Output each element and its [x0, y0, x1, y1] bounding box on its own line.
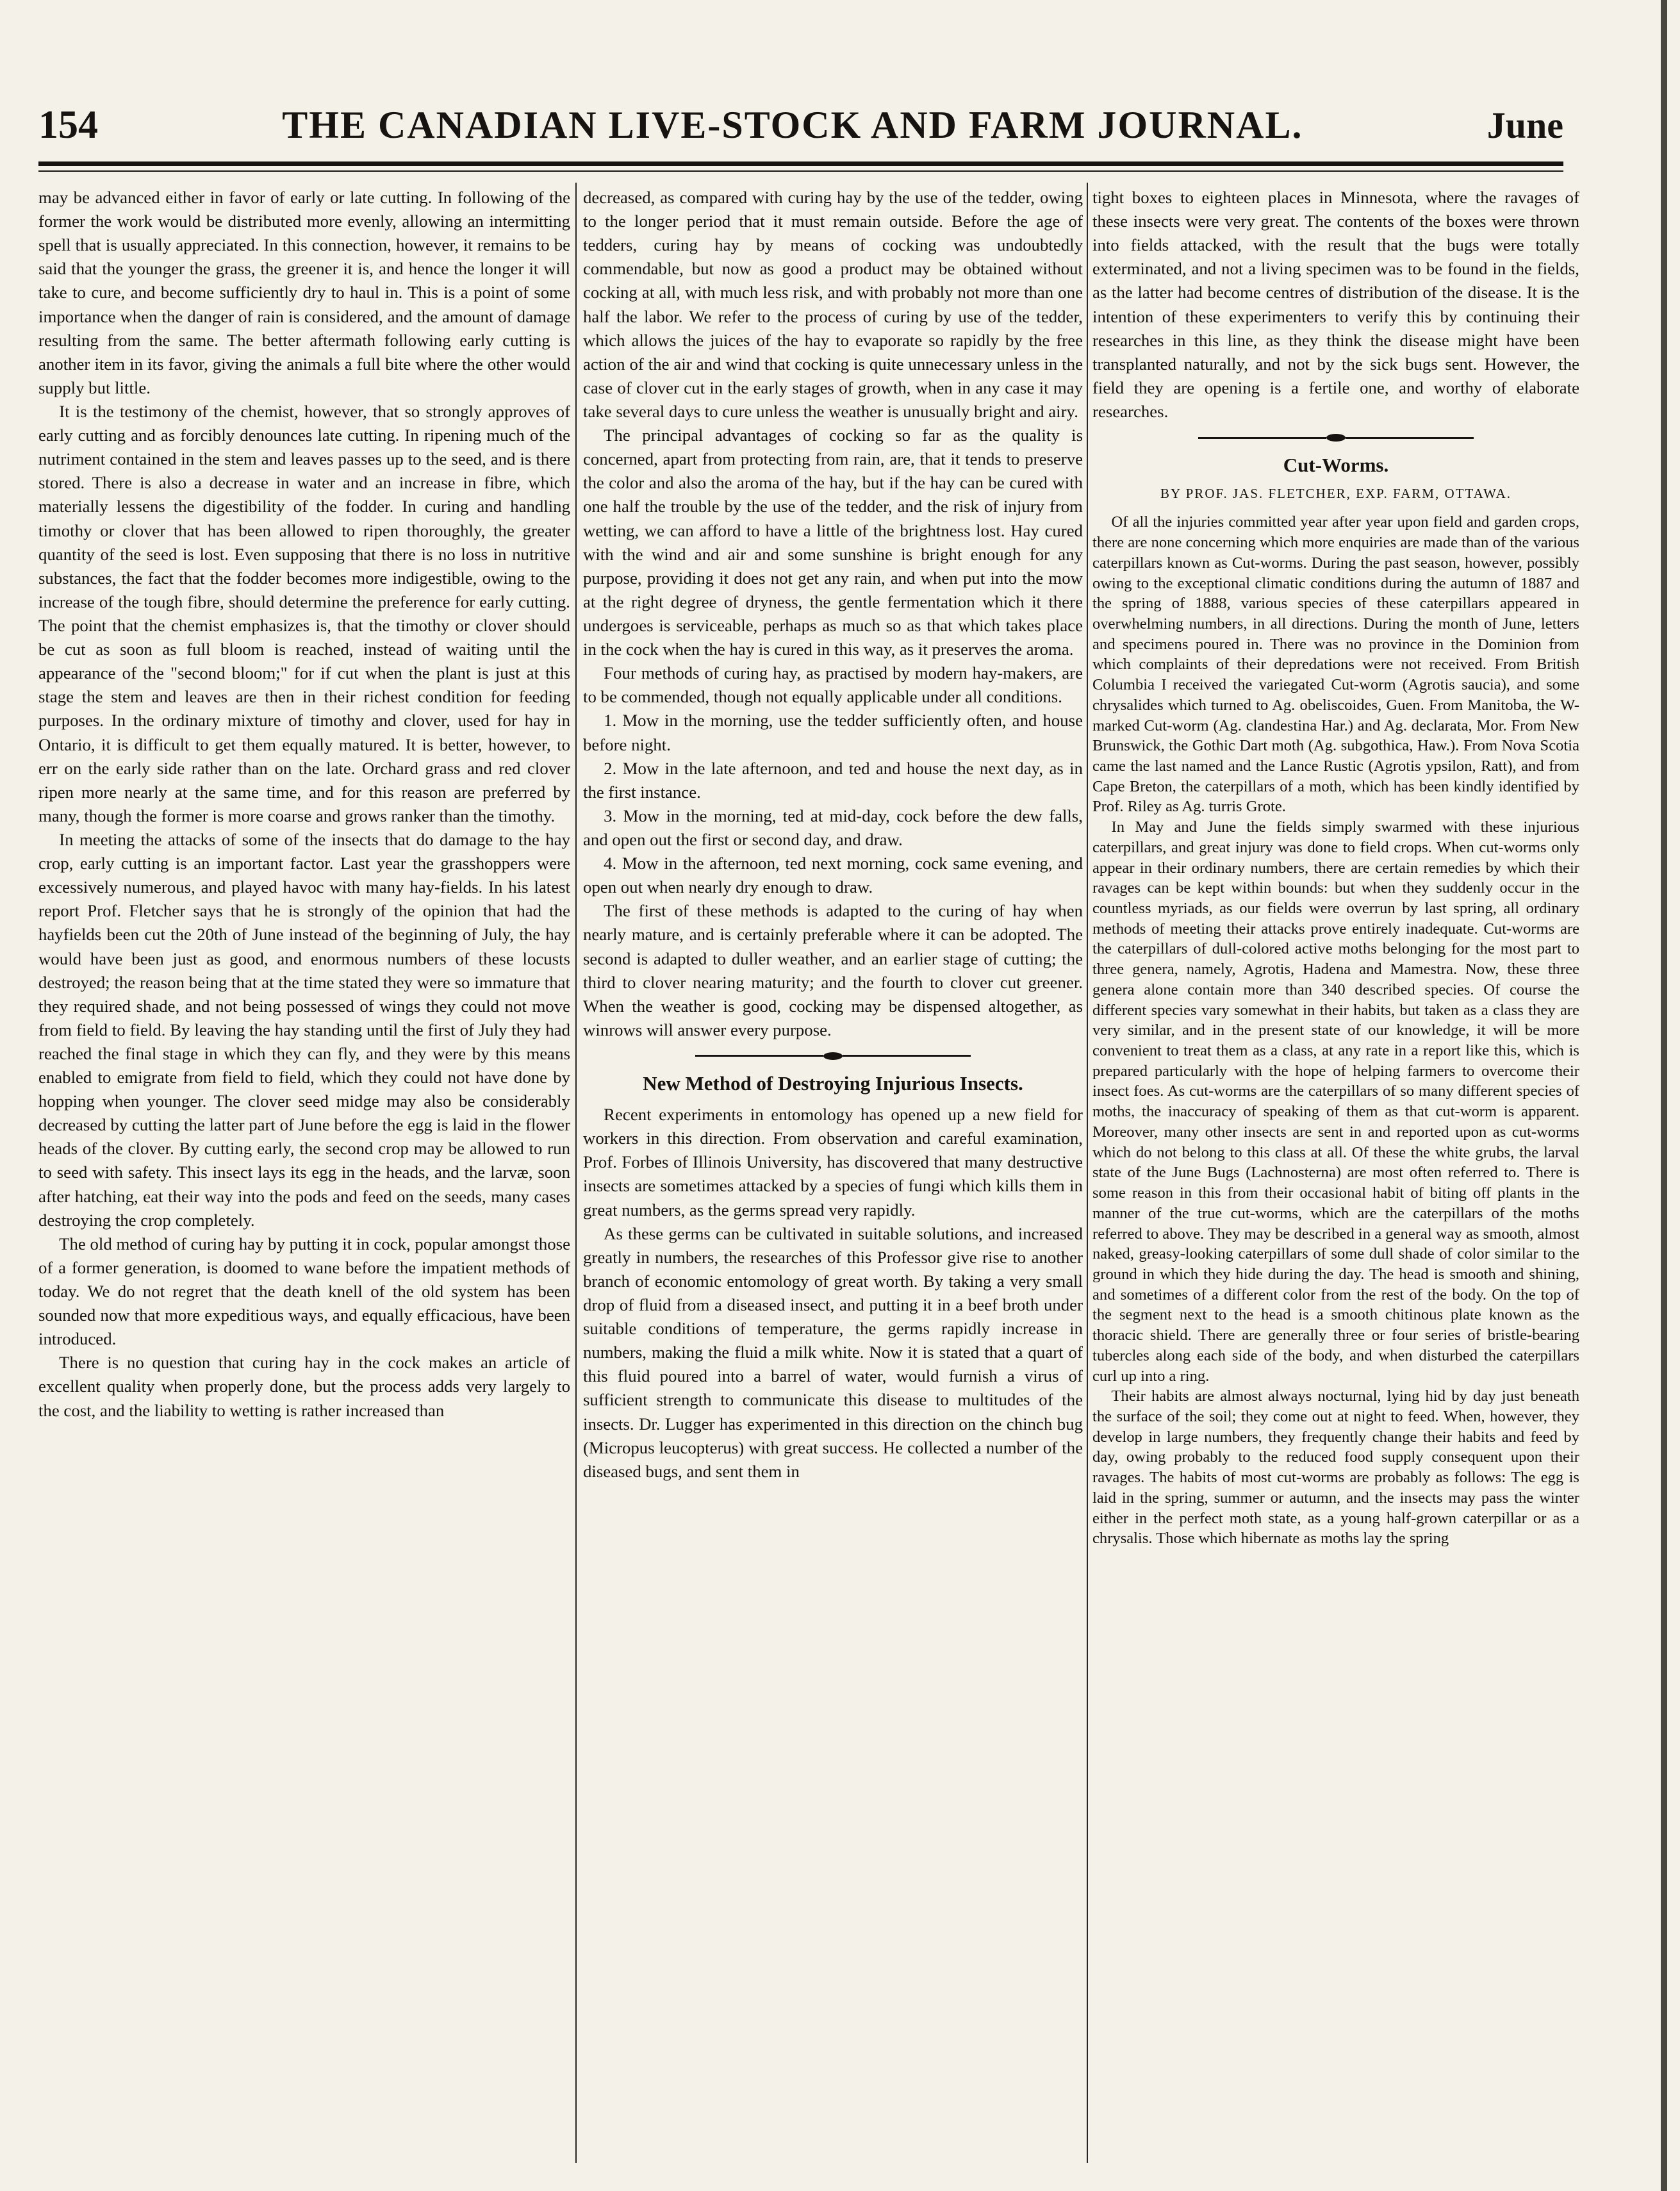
column-3: [1092, 186, 1579, 2166]
issue-month: June: [1486, 104, 1563, 146]
paragraph: In May and June the fields simply swarmed with these injurious caterpillars, and great injury was done to field crops. When cut-worms only appear in their ordinary numbers, there are certain remedies by which their ravages can be kept within bounds: but when they suddenly occur in the countless myriads, as our fields were overrun by last spring, all ordinary methods of meeting their attacks prove entirely inadequate. Cut-worms are the caterpillars of dull-colored active moths belonging for the most part to three genera, namely, Agrotis, Hadena and Mamestra. Now, these three genera alone contain more than 340 described species. Of course the different species vary somewhat in their habits, but taken as a class they are very similar, and in the present state of our knowledge, it will be more convenient to treat them as a class, at any rate in a report like this, which is prepared particularly with the hope of helping farmers to overcome their insect foes. As cut-worms are the caterpillars of so many different species of moths, the inaccuracy of speaking of them as that cut-worm is apparent. Moreover, many other insects are sent in and reported upon as cut-worms which do not belong to this class at all. Of these the white grubs, the larval state of the June Bugs (Lachnosterna) are most often referred to. There is some reason in this from their occasional habit of biting off plants in the manner of the true cut-worms, which are the caterpillars of the moths referred to above. They may be described in a general way as smooth, almost naked, greasy-looking caterpillars of some dull shade of color similar to the ground in which they hide during the day. The head is smooth and shining, and sometimes of a different color from the rest of the body. On the top of the segment next to the head is a smooth chitinous plate known as the thoracic shield. There are generally three or four series of bristle-bearing tubercles along each side of the body, and when disturbed the caterpillars curl up into a ring.: [1092, 818, 1579, 1385]
masthead: [38, 103, 1563, 164]
page-number: 154: [38, 103, 98, 147]
paragraph: Recent experiments in entomology has opened up a new field for workers in this direction. From observation and careful examination, Prof. Forbes of Illinois University, has discovered that many destructive insects are sometimes attacked by a species of fungi which kills them in great numbers, as the germs spread very rapidly.: [583, 1105, 1083, 1220]
method-item: 4. Mow in the afternoon, ted next morning, cock same evening, and open out when nearly dry enough to draw.: [583, 854, 1083, 897]
page-edge-shadow: [1661, 0, 1667, 2191]
column-divider: [1087, 183, 1088, 2163]
paragraph: The principal advantages of cocking so far as the quality is concerned, apart from protecting from rain, are, that it tends to preserve the color and also the aroma of the hay, but if the hay can be cured with one half the trouble by the use of the tedder, and the risk of injury from wetting, we can afford to have a little of the brightness lost. Hay cured with the wind and air and some sunshine is bright enough for any purpose, providing it does not get any rain, and when put into the mow at the right degree of dryness, the gentle fermentation which it there undergoes is serviceable, perhaps as much so as that which takes place in the cock when the hay is cured in this way, as it preserves the aroma.: [583, 426, 1083, 659]
paragraph: decreased, as compared with curing hay by the use of the tedder, owing to the longer period that it must remain outside. Before the age of tedders, curing hay by means of cocking was undoubtedly commendable, but now as good a product may be obtained without cocking at all, with much less risk, and with probably not more than one half the labor. We refer to the process of curing by use of the tedder, which allows the juices of the hay to evaporate so rapidly by the free action of the air and wind that cocking is quite unnecessary unless in the case of clover cut in the early stages of growth, when in any case it may take several days to cure unless the weather is unusually bright and airy.: [583, 188, 1083, 421]
byline: BY PROF. JAS. FLETCHER, EXP. FARM, OTTAWA.: [1160, 486, 1512, 502]
paragraph: The first of these methods is adapted to the curing of hay when nearly mature, and is certainly preferable where it can be adopted. The second is adapted to duller weather, and an earlier stage of cutting; the third to clover nearing maturity; and the fourth to clover cut greener. When the weather is good, cocking may be dispensed altogether, as winrows will answer every purpose.: [583, 901, 1083, 1039]
method-item: 3. Mow in the morning, ted at mid-day, cock before the dew falls, and open out the first or second day, and draw.: [583, 806, 1083, 849]
method-item: 1. Mow in the morning, use the tedder sufficiently often, and house before night.: [583, 711, 1083, 754]
paragraph: There is no question that curing hay in the cock makes an article of excellent quality when properly done, but the process adds very largely to the cost, and the liability to wetting is rather increased than: [38, 1353, 570, 1420]
section-separator: [583, 1052, 1083, 1060]
column-1: [38, 186, 570, 2166]
paragraph: The old method of curing hay by putting it in cock, popular amongst those of a former generation, is doomed to wane before the impatient methods of today. We do not regret that the death knell of the old system has been sounded now that more expeditious ways, and equally efficacious, have been introduced.: [38, 1234, 570, 1349]
paragraph: It is the testimony of the chemist, however, that so strongly approves of early cutting and as forcibly denounces late cutting. In ripening much of the nutriment contained in the stem and leaves passes up to the seed, and is there stored. There is also a decrease in water and an increase in fibre, which materially lessens the digestibility of the fodder. In curing and handling timothy or clover that has been allowed to ripen thoroughly, the greater quantity of the seed is lost. Even supposing that there is no loss in nutritive substances, the fact that the fodder becomes more indigestible, owing to the increase of the tough fibre, should determine the preference for early cutting. The point that the chemist emphasizes is, that the timothy or clover should be cut as soon as full bloom is reached, instead of waiting until the appearance of the "second bloom;" for if cut when the plant is just at this stage the stem and leaves are then in their richest condition for feeding purposes. In the ordinary mixture of timothy and clover, used for hay in Ontario, it is difficult to get them equally matured. It is better, however, to err on the early side rather than on the late. Orchard grass and red clover ripen more nearly at the same time, and for this reason are preferred by many, though the former is more coarse and grows ranker than the timothy.: [38, 401, 570, 825]
method-item: 2. Mow in the late afternoon, and ted and house the next day, as in the first instance.: [583, 758, 1083, 802]
article-heading: Cut-Worms.: [1283, 454, 1389, 477]
journal-title: THE CANADIAN LIVE-STOCK AND FARM JOURNAL.: [282, 104, 1303, 146]
paragraph: Four methods of curing hay, as practised by modern hay-makers, are to be commended, though not equally applicable under all conditions.: [583, 663, 1083, 707]
article-heading: New Method of Destroying Injurious Insects.: [643, 1071, 1023, 1095]
paragraph: Their habits are almost always nocturnal, lying hid by day just beneath the surface of the soil; they come out at night to feed. When, however, they develop in large numbers, they frequently change their habits and feed by day, owing probably to the reduced food supply consequent upon their ravages. The habits of most cut-worms are probably as follows: The egg is laid in the spring, summer or autumn, and the insects may pass the winter either in the perfect moth state, as a young half-grown caterpillar or as a chrysalis. Those which hibernate as moths lay the spring: [1092, 1387, 1579, 1548]
section-separator: [1092, 434, 1579, 442]
paragraph: Of all the injuries committed year after year upon field and garden crops, there are none concerning which more enquiries are made than of the various caterpillars known as Cut-worms. During the past season, however, possibly owing to the exceptional climatic conditions during the autumn of 1887 and the spring of 1888, various species of these caterpillars appeared in overwhelming numbers, in all directions. During the month of June, letters and specimens poured in. There was no province in the Dominion from which complaints of their depredations were not received. From British Columbia I received the variegated Cut-worm (Agrotis saucia), and some chrysalides which turned to Ag. obeliscoides, Guen. From Manitoba, the W-marked Cut-worm (Ag. clandestina Har.) and Ag. declarata, Mor. From New Brunswick, the Gothic Dart moth (Ag. subgothica, Haw.). From Nova Scotia came the last named and the Lance Rustic (Agrotis ypsilon, Ratt), and from Cape Breton, the caterpillars of a moth, which has been kindly identified by Prof. Riley as Ag. turris Grote.: [1092, 513, 1579, 816]
masthead-rule-thin: [38, 170, 1563, 172]
paragraph: In meeting the attacks of some of the insects that do damage to the hay crop, early cutting is an important factor. Last year the grasshoppers were excessively numerous, and played havoc with many hay-fields. In his latest report Prof. Fletcher says that he is strongly of the opinion that had the hayfields been cut the 20th of June instead of the beginning of July, the hay would have been just as good, and enormous numbers of these locusts destroyed; the reason being that at the time stated they were so immature that they required shade, and not being possessed of wings they could not move from field to field. By leaving the hay standing until the first of July they had reached the final stage in which they can fly, and they were by this means enabled to emigrate from field to field, which they could not have done by hopping when younger. The clover seed midge may also be considerably decreased by cutting the latter part of June before the egg is laid in the flower heads of the clover. By cutting early, the second crop may be allowed to run to seed with safety. This insect lays its egg in the heads, and the larvæ, soon after hatching, eat their way into the pods and feed on the seeds, many cases destroying the crop completely.: [38, 829, 570, 1230]
paragraph: tight boxes to eighteen places in Minnesota, where the ravages of these insects were very great. The contents of the boxes were thrown into fields attacked, with the result that the bugs were totally exterminated, and not a living specimen was to be found in the fields, as the latter had become centres of distribution of the disease. It is the intention of these experimenters to verify this by continuing their researches in this line, as they think the disease might have been transplanted naturally, and not by the sick bugs sent. However, the field they are opening is a fertile one, and worthy of elaborate researches.: [1092, 188, 1579, 421]
paragraph: may be advanced either in favor of early or late cutting. In following of the former the work would be distributed more evenly, allowing an intermitting spell that is usually appreciated. In this connection, however, it remains to be said that the younger the grass, the greener it is, and hence the longer it will take to cure, and become sufficiently dry to haul in. This is a point of some importance when the danger of rain is considered, and the amount of damage resulting from the same. The better aftermath following early cutting is another item in its favor, giving the animals a full bite where the other would supply but little.: [38, 188, 570, 397]
paragraph: As these germs can be cultivated in suitable solutions, and increased greatly in numbers, the researches of this Professor give rise to another branch of economic entomology of great worth. By taking a very small drop of fluid from a diseased insect, and putting it in a beef broth under suitable conditions of temperature, the germs rapidly increase in numbers, making the fluid a milk white. Now it is stated that a quart of this fluid poured into a barrel of water, would furnish a virus of sufficient strength to communicate this disease to multitudes of the insects. Dr. Lugger has experimented in this direction on the chinch bug (Micropus leucopterus) with great success. He collected a number of the diseased bugs, and sent them in: [583, 1223, 1083, 1481]
column-divider: [575, 183, 577, 2163]
masthead-rule-thick: [38, 161, 1563, 166]
cutworms-article-body: [1092, 512, 1579, 1549]
column-2: [583, 186, 1083, 2166]
